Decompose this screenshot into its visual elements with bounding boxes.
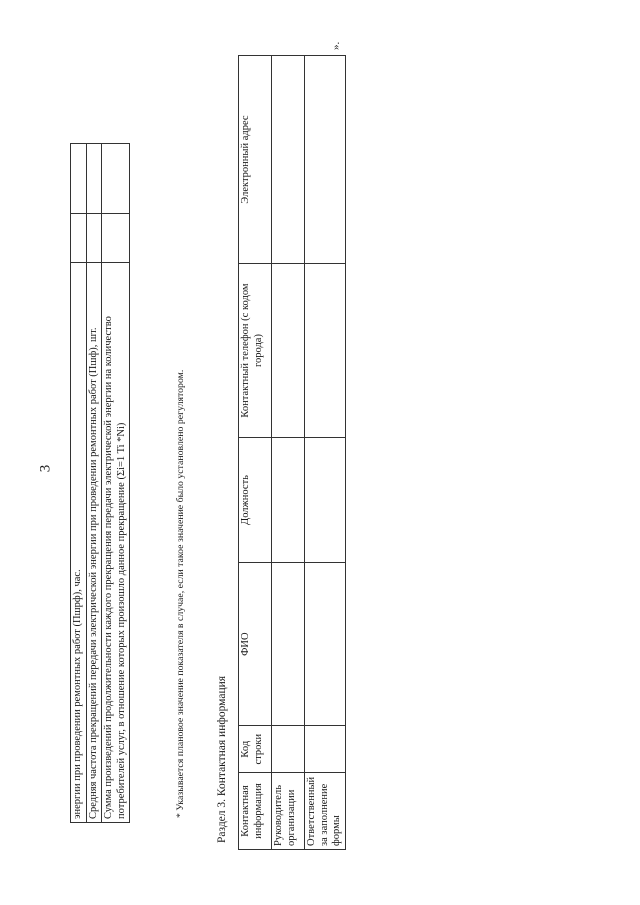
table-cell	[102, 144, 130, 214]
table-cell: Сумма произведений продолжительности каждого прекращения передачи электрической энергии на количество потребителей услуг, в отношение которых произошло данное прекращение (Σi=1 Ti *Ni)	[102, 263, 130, 823]
column-header: Должность	[239, 437, 272, 562]
table-cell	[305, 726, 346, 773]
table-row	[272, 56, 305, 850]
column-header: Контактный телефон (с кодом города)	[239, 264, 272, 438]
table-cell: Руководитель организации	[272, 773, 305, 850]
table-cell: Средняя частота прекращений передачи электрической энергии при проведении ремонтных работ (Пшф), шт.	[86, 263, 102, 823]
column-header: Контактная информация	[239, 773, 272, 850]
table-cell	[272, 437, 305, 562]
indicators-table	[70, 143, 130, 823]
footnote: * Указывается плановое значение показателя в случае, если такое значение было установлено регулятором.	[175, 369, 186, 818]
table-cell	[305, 264, 346, 438]
page-number: 3	[37, 464, 54, 473]
table-cell	[86, 213, 102, 263]
table-cell	[305, 563, 346, 726]
column-header: Код строки	[239, 726, 272, 773]
table-cell	[71, 213, 87, 263]
table-cell	[272, 56, 305, 264]
table-cell: энергии при проведении ремонтных работ (Пшрф), час.	[71, 263, 87, 823]
table-cell	[86, 144, 102, 214]
table-header-row	[239, 56, 272, 850]
table-cell	[305, 437, 346, 562]
table-cell	[71, 144, 87, 214]
table-row	[102, 144, 130, 823]
closing-quote: ».	[330, 41, 342, 50]
column-header: Электронный адрес	[239, 56, 272, 264]
table-cell	[305, 56, 346, 264]
contact-info-table	[238, 55, 346, 850]
table-cell	[272, 563, 305, 726]
table-cell: Ответственный за заполнение формы	[305, 773, 346, 850]
table-cell	[102, 213, 130, 263]
column-header: ФИО	[239, 563, 272, 726]
table-cell	[272, 264, 305, 438]
table-row	[71, 144, 87, 823]
table-row	[305, 56, 346, 850]
table-row	[86, 144, 102, 823]
section-title: Раздел 3. Контактная информация	[216, 675, 228, 843]
table-cell	[272, 726, 305, 773]
